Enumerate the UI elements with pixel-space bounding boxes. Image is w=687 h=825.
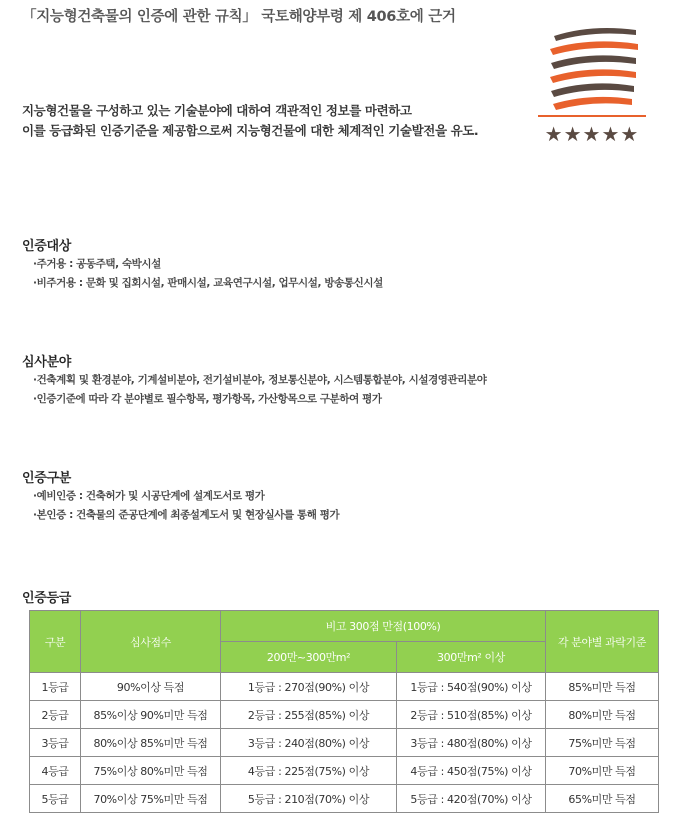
header-note-b: 300만m² 이상 <box>397 642 546 673</box>
cell-note-a: 3등급 : 240점(80%) 이상 <box>221 729 397 757</box>
cell-note-b: 3등급 : 480점(80%) 이상 <box>397 729 546 757</box>
list-item: ·비주거용 : 문화 및 집회시설, 판매시설, 교육연구시설, 업무시설, 방송통신시설 <box>33 277 383 289</box>
header-note: 비고 300점 만점(100%) <box>221 611 546 642</box>
cell-note-b: 2등급 : 510점(85%) 이상 <box>397 701 546 729</box>
division-list <box>33 487 339 525</box>
intro-line-2: 이를 등급화된 인증기준을 제공함으로써 지능형건물에 대한 체계적인 기술발전을 유도. <box>22 123 479 138</box>
cell-failure: 75%미만 득점 <box>546 729 659 757</box>
section-title-grade: 인증등급 <box>22 591 72 606</box>
table-row <box>30 757 659 785</box>
list-item: ·본인증 : 건축물의 준공단계에 최종설계도서 및 현장실사를 통해 평가 <box>33 509 340 521</box>
section-title-review: 심사분야 <box>22 355 72 370</box>
table-row <box>30 785 659 813</box>
table-row <box>30 701 659 729</box>
header-failure: 각 분야별 과락기준 <box>546 611 659 673</box>
table-row <box>30 729 659 757</box>
stripe-2 <box>550 41 638 55</box>
cell-class: 5등급 <box>30 785 81 813</box>
cell-class: 2등급 <box>30 701 81 729</box>
stripe-4 <box>550 69 636 83</box>
list-item: ·건축계획 및 환경분야, 기계설비분야, 전기설비분야, 정보통신분야, 시스템통합분야, 시설경영관리분야 <box>33 374 487 386</box>
intro-line-1: 지능형건물을 구성하고 있는 기술분야에 대하여 객관적인 정보를 마련하고 <box>22 103 412 118</box>
header-class: 구분 <box>30 611 81 673</box>
target-list <box>33 255 383 293</box>
cell-note-a: 1등급 : 270점(90%) 이상 <box>221 673 397 701</box>
cell-class: 1등급 <box>30 673 81 701</box>
rating-stars-icon: ★★★★★ <box>544 122 640 146</box>
cell-score: 70%이상 75%미만 득점 <box>81 785 221 813</box>
cell-note-b: 1등급 : 540점(90%) 이상 <box>397 673 546 701</box>
table-row <box>30 673 659 701</box>
cell-failure: 85%미만 득점 <box>546 673 659 701</box>
cell-score: 90%이상 득점 <box>81 673 221 701</box>
cell-note-a: 2등급 : 255점(85%) 이상 <box>221 701 397 729</box>
cell-failure: 80%미만 득점 <box>546 701 659 729</box>
stripe-6 <box>553 97 632 110</box>
stripes-emblem-icon <box>536 22 648 146</box>
page-title: 「지능형건축물의 인증에 관한 규칙」 국토해양부령 제 406호에 근거 <box>22 9 456 25</box>
logo-rule <box>538 115 646 117</box>
cell-note-b: 5등급 : 420점(70%) 이상 <box>397 785 546 813</box>
cell-note-b: 4등급 : 450점(75%) 이상 <box>397 757 546 785</box>
table-header-row <box>30 611 659 642</box>
cell-failure: 65%미만 득점 <box>546 785 659 813</box>
cell-score: 80%이상 85%미만 득점 <box>81 729 221 757</box>
header-score: 심사점수 <box>81 611 221 673</box>
cell-failure: 70%미만 득점 <box>546 757 659 785</box>
stripe-3 <box>551 55 636 69</box>
cell-score: 85%이상 90%미만 득점 <box>81 701 221 729</box>
stripe-1 <box>554 28 636 41</box>
cell-class: 4등급 <box>30 757 81 785</box>
cell-class: 3등급 <box>30 729 81 757</box>
section-title-division: 인증구분 <box>22 471 72 486</box>
cell-note-a: 5등급 : 210점(70%) 이상 <box>221 785 397 813</box>
header-note-a: 200만~300만m² <box>221 642 397 673</box>
intro-text <box>22 101 478 141</box>
list-item: ·예비인증 : 건축허가 및 시공단계에 설계도서로 평가 <box>33 490 265 502</box>
cell-note-a: 4등급 : 225점(75%) 이상 <box>221 757 397 785</box>
review-list <box>33 371 487 409</box>
list-item: ·주거용 : 공동주택, 숙박시설 <box>33 258 161 270</box>
section-title-target: 인증대상 <box>22 239 72 254</box>
list-item: ·인증기준에 따라 각 분야별로 필수항목, 평가항목, 가산항목으로 구분하여 평가 <box>33 393 382 405</box>
stripe-5 <box>551 83 634 97</box>
cell-score: 75%이상 80%미만 득점 <box>81 757 221 785</box>
grade-table <box>29 610 659 813</box>
certification-logo <box>536 22 648 146</box>
